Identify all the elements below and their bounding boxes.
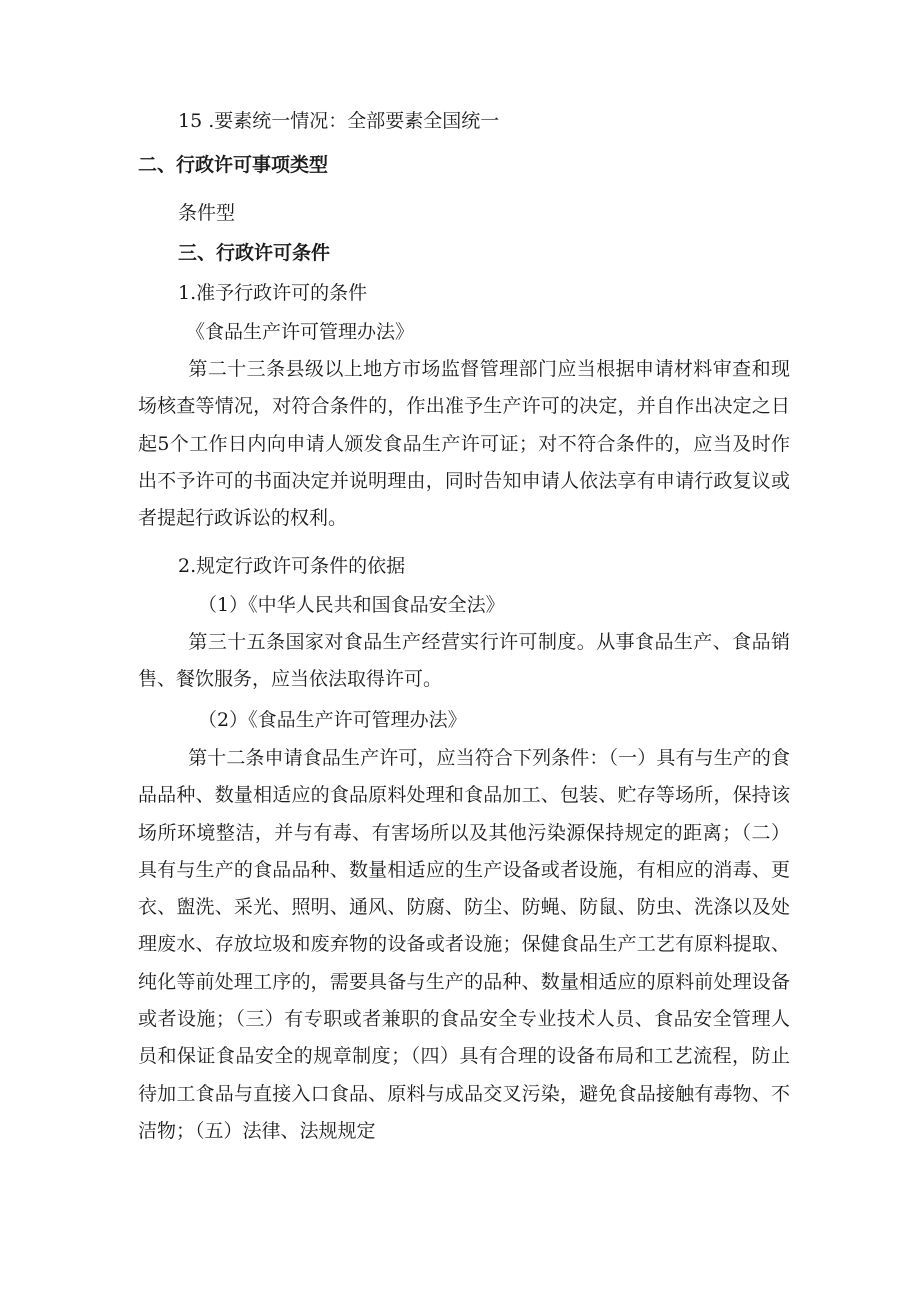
subheading-approval-conditions: 1.准予行政许可的条件 (178, 282, 368, 304)
article-12-paragraph (138, 740, 790, 1160)
regulation-title: 《食品生产许可管理办法》 (186, 321, 415, 343)
law-production-permit-title: （2）《食品生产许可管理办法》 (198, 709, 467, 731)
section-heading-permit-conditions: 三、行政许可条件 (178, 242, 331, 264)
article-23-text: 第二十三条县级以上地方市场监督管理部门应当根据申请材料审查和现场核查等情况，对符合条件的，作出准予生产许可的决定，并自作出决定之日起5个工作日内向申请人颁发食品生产许可证；对不符合条件的，应当及时作出不予许可的书面决定并说明理由，同时告知申请人依法享有申请行政复议或者提起行政诉讼的权利。 (138, 358, 790, 530)
article-35-paragraph (138, 624, 790, 702)
article-23-paragraph (138, 351, 790, 541)
article-12-text: 第十二条申请食品生产许可，应当符合下列条件：（一）具有与生产的食品品种、数量相适应的食品原料处理和食品加工、包装、贮存等场所，保持该场所环境整洁，并与有毒、有害场所以及其他污染源保持规定的距离；（二）具有与生产的食品品种、数量相适应的生产设备或者设施，有相应的消毒、更衣、盥洗、采光、照明、通风、防腐、防尘、防蝇、防鼠、防虫、洗涤以及处理废水、存放垃圾和废弃物的设备或者设施；保健食品生产工艺有原料提取、纯化等前处理工序的，需要具备与生产的品种、数量相适应的原料前处理设备或者设施；（三）有专职或者兼职的食品安全专业技术人员、食品安全管理人员和保证食品安全的规章制度；（四）具有合理的设备布局和工艺流程，防止待加工食品与直接入口食品、原料与成品交叉污染，避免食品接触有毒物、不洁物；（五）法律、法规规定 (138, 747, 790, 1142)
section-heading-permit-type: 二、行政许可事项类型 (138, 154, 329, 176)
element-unification-line: 15 .要素统一情况：全部要素全国统一 (178, 110, 500, 132)
subheading-condition-basis: 2.规定行政许可条件的依据 (178, 555, 406, 577)
permit-type-value: 条件型 (178, 202, 236, 224)
law-food-safety-title: （1）《中华人民共和国食品安全法》 (198, 594, 505, 616)
article-35-text: 第三十五条国家对食品生产经营实行许可制度。从事食品生产、食品销售、餐饮服务，应当依法取得许可。 (138, 631, 790, 691)
